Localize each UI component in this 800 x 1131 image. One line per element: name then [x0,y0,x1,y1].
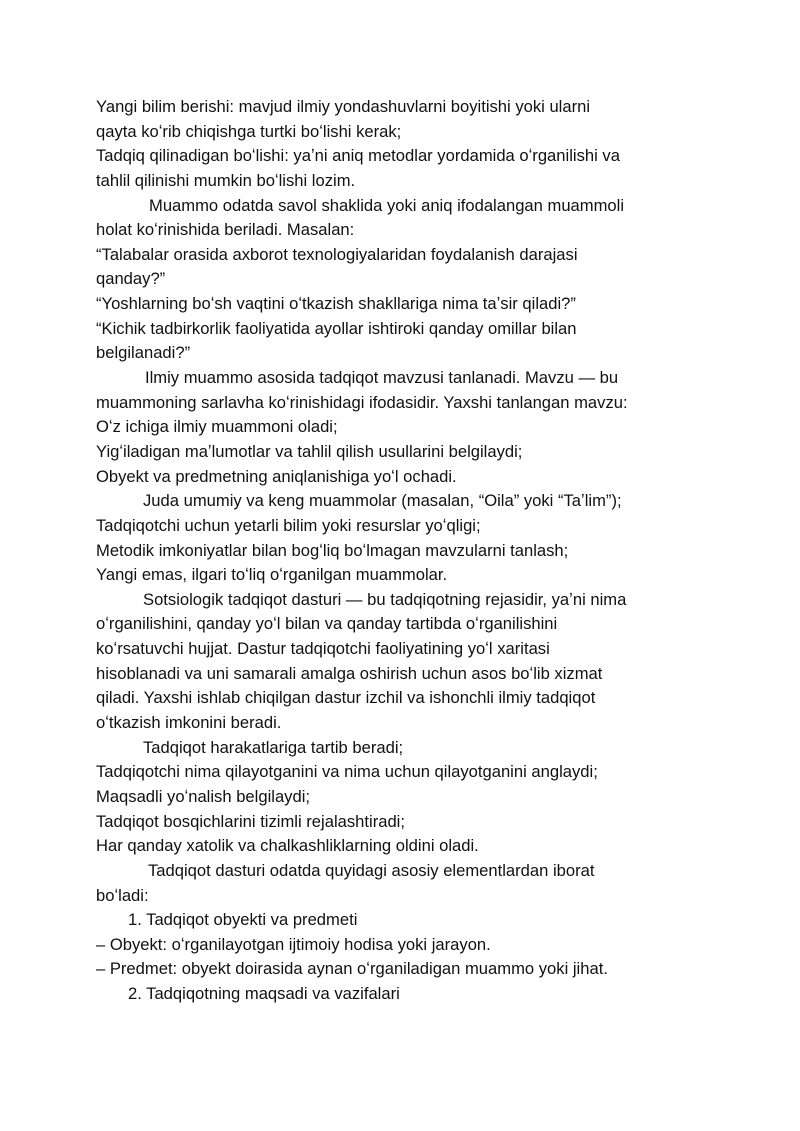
text-line: Metodik imkoniyatlar bilan bogʻliq boʻlmagan mavzularni tanlash; [96,540,569,560]
text-line: Yangi emas, ilgari toʻliq oʻrganilgan muammolar. [96,565,448,585]
paragraph-start: Tadqiqot dasturi odatda quyidagi asosiy elementlardan iborat [148,860,595,880]
text-line: qayta koʻrib chiqishga turtki boʻlishi kerak; [96,121,402,141]
text-line: muammoning sarlavha koʻrinishidagi ifodasidir. Yaxshi tanlangan mavzu: [96,392,628,412]
text-line: “Talabalar orasida axborot texnologiyalaridan foydalanish darajasi [96,244,578,264]
paragraph-start: Muammo odatda savol shaklida yoki aniq ifodalangan muammoli [149,195,625,215]
text-line: Yigʻiladigan maʼlumotlar va tahlil qilish usullarini belgilaydi; [96,441,523,461]
text-line: qiladi. Yaxshi ishlab chiqilgan dastur izchil va ishonchli ilmiy tadqiqot [96,688,596,708]
text-line: – Predmet: obyekt doirasida aynan oʻrganiladigan muammo yoki jihat. [96,959,608,979]
text-line: holat koʻrinishida beriladi. Masalan: [96,220,355,240]
text-line: hisoblanadi va uni samarali amalga oshirish uchun asos boʻlib xizmat [96,663,603,683]
text-line: Tadqiqotchi uchun yetarli bilim yoki resurslar yoʻqligi; [96,515,481,535]
list-item: 1. Tadqiqot obyekti va predmeti [128,910,358,930]
text-line: boʻladi: [96,885,149,905]
text-line: Har qanday xatolik va chalkashliklarning oldini oladi. [96,836,479,856]
paragraph-start: Juda umumiy va keng muammolar (masalan, “Oila” yoki “Taʼlim”); [143,491,622,511]
text-line: “Yoshlarning boʻsh vaqtini oʻtkazish shakllariga nima taʼsir qiladi?” [96,294,576,314]
text-line: belgilanadi?” [96,343,191,363]
text-line: koʻrsatuvchi hujjat. Dastur tadqiqotchi faoliyatining yoʻl xaritasi [96,639,550,659]
text-line: oʻrganilishini, qanday yoʻl bilan va qanday tartibda oʻrganilishini [96,614,558,634]
body-text [96,95,736,1007]
paragraph-start: Sotsiologik tadqiqot dasturi — bu tadqiqotning rejasidir, yaʼni nima [143,589,627,609]
text-line: Tadqiq qilinadigan boʻlishi: yaʼni aniq metodlar yordamida oʻrganilishi va [96,146,620,166]
text-line: Oʻz ichiga ilmiy muammoni oladi; [96,417,338,437]
text-line: tahlil qilinishi mumkin boʻlishi lozim. [96,170,356,190]
text-line: Tadqiqot bosqichlarini tizimli rejalashtiradi; [96,811,405,831]
text-line: Obyekt va predmetning aniqlanishiga yoʻl ochadi. [96,466,457,486]
text-line: Maqsadli yoʻnalish belgilaydi; [96,786,310,806]
text-line: qanday?” [96,269,166,289]
paragraph-start: Ilmiy muammo asosida tadqiqot mavzusi tanlanadi. Mavzu — bu [145,368,619,388]
text-line: oʻtkazish imkonini beradi. [96,713,282,733]
text-line: – Obyekt: oʻrganilayotgan ijtimoiy hodisa yoki jarayon. [96,934,491,954]
text-line: “Kichik tadbirkorlik faoliyatida ayollar ishtiroki qanday omillar bilan [96,318,577,338]
text-line: Tadqiqotchi nima qilayotganini va nima uchun qilayotganini anglaydi; [96,762,598,782]
paragraph-start: Tadqiqot harakatlariga tartib beradi; [143,737,404,757]
text-line: Yangi bilim berishi: mavjud ilmiy yondashuvlarni boyitishi yoki ularni [96,97,591,116]
list-item: 2. Tadqiqotning maqsadi va vazifalari [128,984,400,1004]
